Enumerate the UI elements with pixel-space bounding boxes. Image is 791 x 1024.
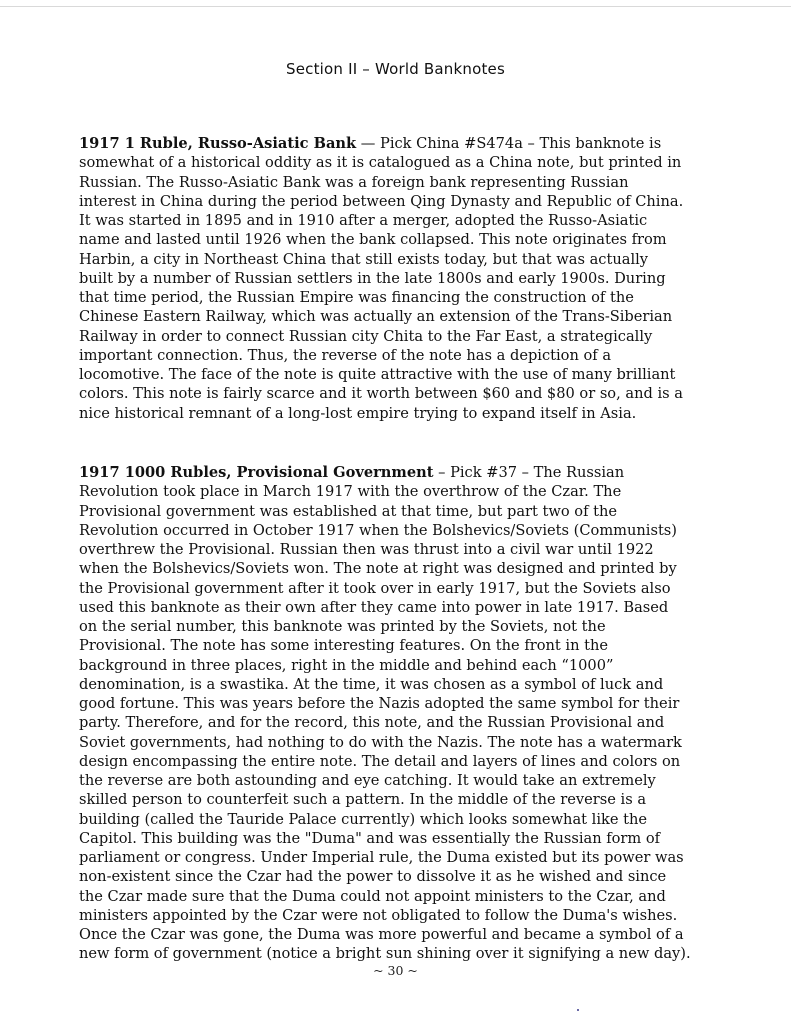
entry-text-line: Russian. The Russo-Asiatic Bank was a foreign bank representing Russian <box>79 173 629 191</box>
entry-text-line: background in three places, right in the middle and behind each “1000” <box>79 656 614 674</box>
entry-text-line: overthrew the Provisional. Russian then was thrust into a civil war until 1922 <box>79 541 654 558</box>
entry-first-line <box>79 463 717 482</box>
entry-text-line: — Pick China #S474a – This banknote is <box>356 135 662 152</box>
entry-text-line: building (called the Tauride Palace currently) which looks somewhat like the <box>79 810 648 828</box>
scan-speck <box>577 1009 579 1011</box>
entry-text-line: Railway in order to connect Russian city Chita to the Far East, a strategically <box>79 327 653 345</box>
entry-text-line: Revolution took place in March 1917 with the overthrow of the Czar. The <box>79 483 622 501</box>
entry-text-line: Capitol. This building was the "Duma" and was essentially the Russian form of <box>79 829 661 847</box>
entry-text-line: skilled person to counterfeit such a pattern. In the middle of the reverse is a <box>79 791 647 809</box>
entry-text-line: built by a number of Russian settlers in the late 1800s and early 1900s. During <box>79 269 666 287</box>
entry-ruble-1917 <box>79 134 717 423</box>
entry-text-line: Revolution occurred in October 1917 when the Bolshevics/Soviets (Communists) <box>79 521 677 539</box>
entry-text-line: good fortune. This was years before the Nazis adopted the same symbol for their <box>79 695 680 712</box>
entry-title: 1917 1 Ruble, Russo-Asiatic Bank <box>79 135 357 152</box>
entry-text-line: interest in China during the period between Qing Dynasty and Republic of China. <box>79 192 684 210</box>
page-number: ~ 30 ~ <box>373 963 418 978</box>
entry-text-line: name and lasted until 1926 when the bank collapsed. This note originates from <box>79 231 667 249</box>
entry-text-line: Provisional. The note has some interesting features. On the front in the <box>79 637 609 655</box>
entry-text-line: Soviet governments, had nothing to do with the Nazis. The note has a watermark <box>79 733 682 751</box>
scan-edge-line <box>0 6 791 7</box>
entry-text-line: non-existent since the Czar had the power to dissolve it as he wished and since <box>79 868 667 886</box>
entry-first-line <box>79 134 717 153</box>
entry-text-line: ministers appointed by the Czar were not obligated to follow the Duma's wishes. <box>79 906 678 924</box>
entry-text-line: It was started in 1895 and in 1910 after a merger, adopted the Russo-Asiatic <box>79 212 648 229</box>
entry-text-line: used this banknote as their own after they came into power in late 1917. Based <box>79 598 669 616</box>
entry-text-line: locomotive. The face of the note is quite attractive with the use of many brilliant <box>79 366 676 383</box>
entry-text-line: somewhat of a historical oddity as it is catalogued as a China note, but printed in <box>79 154 682 172</box>
entry-text-line: party. Therefore, and for the record, this note, and the Russian Provisional and <box>79 714 665 732</box>
entry-text-line: denomination, is a swastika. At the time, it was chosen as a symbol of luck and <box>79 675 664 693</box>
entry-text-line: Chinese Eastern Railway, which was actually an extension of the Trans-Siberian <box>79 308 673 326</box>
entry-title: 1917 1000 Rubles, Provisional Government <box>79 464 434 481</box>
entry-text-line: parliament or congress. Under Imperial rule, the Duma existed but its power was <box>79 849 684 866</box>
entry-text-line: design encompassing the entire note. The detail and layers of lines and colors on <box>79 752 681 770</box>
entry-text-line: – Pick #37 – The Russian <box>433 464 625 481</box>
entry-text-line: nice historical remnant of a long-lost empire trying to expand itself in Asia. <box>79 404 637 422</box>
entry-rubles-1000-1917 <box>79 463 717 964</box>
entry-text-line: colors. This note is fairly scarce and it worth between $60 and $80 or so, and is a <box>79 385 683 403</box>
section-title: Section II – World Banknotes <box>285 60 506 78</box>
entry-text-line: on the serial number, this banknote was printed by the Soviets, not the <box>79 618 606 635</box>
entry-text-line: important connection. Thus, the reverse of the note has a depiction of a <box>79 346 612 364</box>
entry-text-line: the Provisional government after it took over in early 1917, but the Soviets also <box>79 579 671 597</box>
entry-text-line: Provisional government was established at that time, but part two of the <box>79 502 618 520</box>
entry-text-line: Once the Czar was gone, the Duma was more powerful and became a symbol of a <box>79 926 684 943</box>
entry-text-line: when the Bolshevics/Soviets won. The note at right was designed and printed by <box>79 560 677 578</box>
entry-text-line: that time period, the Russian Empire was financing the construction of the <box>79 289 634 306</box>
entry-text-line: the reverse are both astounding and eye catching. It would take an extremely <box>79 772 656 789</box>
entry-text-line: new form of government (notice a bright sun shining over it signifying a new day). <box>79 945 691 963</box>
entry-text-line: the Czar made sure that the Duma could not appoint ministers to the Czar, and <box>79 887 666 905</box>
entry-text-line: Harbin, a city in Northeast China that still exists today, but that was actually <box>79 250 649 268</box>
